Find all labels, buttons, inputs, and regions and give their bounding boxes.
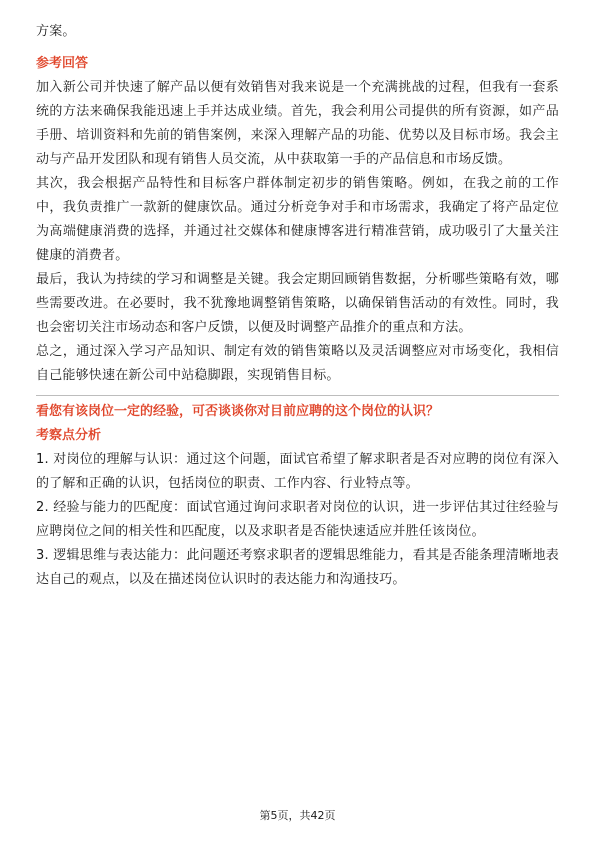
answer-heading: 参考回答 (36, 56, 89, 71)
analysis-item-3: 3. 逻辑思维与表达能力：此问题还考察求职者的逻辑思维能力，看其是否能条理清晰地表达自己的观点，以及在描述岗位认识时的表达能力和沟通技巧。 (36, 548, 559, 587)
section-divider (36, 395, 559, 396)
question-heading: 看您有该岗位一定的经验，可否谈谈你对目前应聘的这个岗位的认识？ (36, 404, 440, 419)
answer-paragraph-4: 总之，通过深入学习产品知识、制定有效的销售策略以及灵活调整应对市场变化，我相信自己能够快速在新公司中站稳脚跟，实现销售目标。 (36, 344, 559, 383)
answer-paragraph-3: 最后，我认为持续的学习和调整是关键。我会定期回顾销售数据，分析哪些策略有效，哪些需要改进。在必要时，我不犹豫地调整销售策略，以确保销售活动的有效性。同时，我也会密切关注市场动态和客户反馈，以便及时调整产品推介的重点和方法。 (36, 272, 559, 335)
answer-paragraph-2: 其次，我会根据产品特性和目标客户群体制定初步的销售策略。例如，在我之前的工作中，我负责推广一款新的健康饮品。通过分析竞争对手和市场需求，我确定了将产品定位为高端健康消费的选择，并通过社交媒体和健康博客进行精准营销，成功吸引了大量关注健康的消费者。 (36, 176, 559, 263)
analysis-item-2: 2. 经验与能力的匹配度：面试官通过询问求职者对岗位的认识，进一步评估其过往经验与应聘岗位之间的相关性和匹配度，以及求职者是否能快速适应并胜任该岗位。 (36, 500, 559, 539)
page-number-footer: 第5页，共42页 (259, 809, 336, 822)
intro-tail-text: 方案。 (36, 24, 76, 39)
document-page (36, 20, 559, 592)
answer-paragraph-1: 加入新公司并快速了解产品以便有效销售对我来说是一个充满挑战的过程，但我有一套系统的方法来确保我能迅速上手并达成业绩。首先，我会利用公司提供的所有资源，如产品手册、培训资料和先前的销售案例，来深入理解产品的功能、优势以及目标市场。我会主动与产品开发团队和现有销售人员交流，从中获取第一手的产品信息和市场反馈。 (36, 80, 559, 167)
analysis-heading: 考察点分析 (36, 428, 102, 443)
analysis-item-1: 1. 对岗位的理解与认识：通过这个问题，面试官希望了解求职者是否对应聘的岗位有深入的了解和正确的认识，包括岗位的职责、工作内容、行业特点等。 (36, 452, 559, 491)
